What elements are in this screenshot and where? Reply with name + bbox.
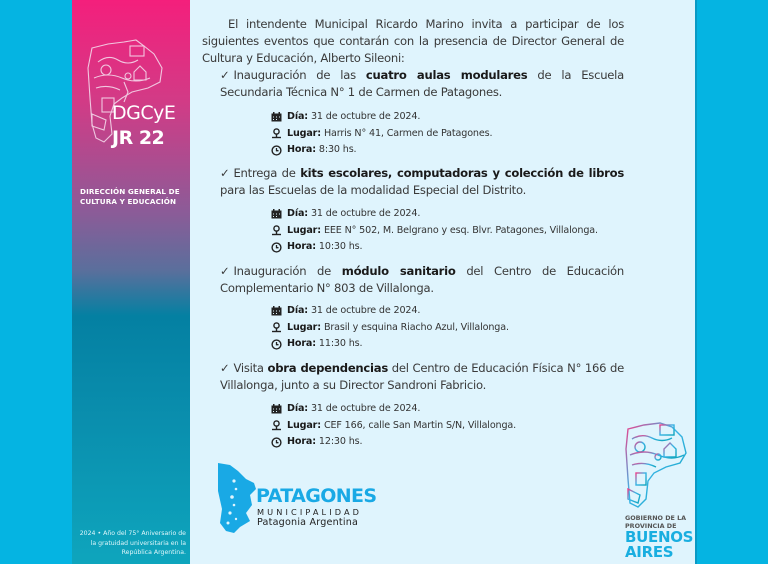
date-label: Día: <box>287 305 308 316</box>
calendar-icon <box>270 306 282 317</box>
detail-date <box>270 401 516 418</box>
event-text: Inauguración de <box>233 264 342 278</box>
map-pin-icon <box>270 128 282 139</box>
time-label: Hora: <box>287 241 316 252</box>
event-highlight: módulo sanitario <box>341 264 456 278</box>
clock-icon <box>270 437 282 448</box>
detail-time <box>270 239 598 256</box>
event-highlight: obra dependencias <box>267 361 389 375</box>
time-value: 10:30 hs. <box>318 241 363 252</box>
check-icon: ✓ <box>220 361 230 375</box>
pba-line4: AIRES <box>625 543 674 561</box>
patagones-tagline: Patagonia Argentina <box>257 517 359 528</box>
time-label: Hora: <box>287 436 316 447</box>
date-value: 31 de octubre de 2024. <box>310 208 421 219</box>
location-value: Brasil y esquina Riacho Azul, Villalonga. <box>323 321 509 333</box>
patagones-logo <box>216 461 386 533</box>
location-label: Lugar: <box>287 224 321 236</box>
org-name: DIRECCIÓN GENERAL DE CULTURA Y EDUCACIÓN <box>80 187 180 206</box>
detail-time <box>270 434 516 451</box>
calendar-icon <box>270 209 282 220</box>
map-pin-icon <box>270 420 282 431</box>
time-value: 12:30 hs. <box>318 436 363 447</box>
location-value: CEF 166, calle San Martin S/N, Villalonga. <box>323 419 517 431</box>
calendar-icon <box>270 112 282 123</box>
location-label: Lugar: <box>287 321 321 333</box>
event-item <box>220 165 624 199</box>
clock-icon <box>270 145 282 156</box>
intro-text: El intendente Municipal Ricardo Marino invita a participar de los siguientes eventos que contarán con la presencia de Director General de Cultura y Educación, Alberto Sileoni: <box>202 17 624 65</box>
detail-location <box>270 223 598 240</box>
date-value: 31 de octubre de 2024. <box>310 305 421 316</box>
pba-logo <box>624 419 694 564</box>
location-value: Harris N° 41, Carmen de Patagones. <box>323 127 493 139</box>
event-details <box>270 206 598 256</box>
patagones-map-icon <box>216 461 260 533</box>
detail-time <box>270 336 509 353</box>
event-item <box>220 67 624 101</box>
event-text: de la Escuela Secundaria Técnica N° 1 de Carmen de Patagones. <box>220 68 624 99</box>
event-highlight: kits escolares, computadoras y colección de libros <box>300 166 624 180</box>
pba-line2: PROVINCIA DE <box>625 522 677 530</box>
event-item <box>220 360 624 394</box>
date-label: Día: <box>287 403 308 414</box>
time-value: 8:30 hs. <box>318 144 357 155</box>
patagones-name: PATAGONES <box>256 485 377 507</box>
detail-time <box>270 142 492 159</box>
detail-location <box>270 320 509 337</box>
pba-map-icon <box>624 419 688 511</box>
clock-icon <box>270 339 282 350</box>
detail-date <box>270 206 598 223</box>
event-details <box>270 401 516 451</box>
location-label: Lugar: <box>287 419 321 431</box>
footnote: 2024 • Año del 75° Aniversario de la gratuidad universitaria en la República Argentina. <box>79 530 186 556</box>
flyer <box>72 0 696 564</box>
intro-paragraph <box>202 16 624 67</box>
logo-subtitle: JR 22 <box>112 127 165 149</box>
date-value: 31 de octubre de 2024. <box>310 111 421 122</box>
detail-location <box>270 418 516 435</box>
time-label: Hora: <box>287 144 316 155</box>
time-label: Hora: <box>287 338 316 349</box>
event-text: Inauguración de las <box>233 68 366 82</box>
check-icon: ✓ <box>220 166 230 180</box>
calendar-icon <box>270 404 282 415</box>
panel-edge <box>695 0 697 564</box>
event-highlight: cuatro aulas modulares <box>365 68 528 82</box>
event-details <box>270 109 492 159</box>
sidebar <box>72 0 190 564</box>
pba-line1: GOBIERNO DE LA <box>625 514 687 522</box>
patagones-subtitle: MUNICIPALIDAD <box>257 507 363 517</box>
location-value: EEE N° 502, M. Belgrano y esq. Blvr. Patagones, Villalonga. <box>323 224 598 236</box>
check-icon: ✓ <box>220 68 230 82</box>
event-text: del Centro de Educación Física N° 166 de Villalonga, junto a su Director Sandroni Fabricio. <box>220 361 624 392</box>
clock-icon <box>270 242 282 253</box>
map-pin-icon <box>270 225 282 236</box>
date-label: Día: <box>287 111 308 122</box>
event-item <box>220 263 624 297</box>
logo-title: DGCyE <box>112 102 176 124</box>
map-pin-icon <box>270 322 282 333</box>
time-value: 11:30 hs. <box>318 338 363 349</box>
pba-province-name <box>625 530 693 560</box>
detail-date <box>270 303 509 320</box>
event-text: del Centro de Educación Complementario N° 803 de Villalonga. <box>220 264 624 295</box>
pba-line3: BUENOS <box>625 528 694 546</box>
event-text: Entrega de <box>233 166 301 180</box>
location-label: Lugar: <box>287 127 321 139</box>
detail-location <box>270 126 492 143</box>
event-text: para las Escuelas de la modalidad Especial del Distrito. <box>220 183 527 197</box>
date-label: Día: <box>287 208 308 219</box>
event-text: Visita <box>233 361 268 375</box>
check-icon: ✓ <box>220 264 230 278</box>
main-panel <box>190 0 696 564</box>
detail-date <box>270 109 492 126</box>
date-value: 31 de octubre de 2024. <box>310 403 421 414</box>
event-details <box>270 303 509 353</box>
